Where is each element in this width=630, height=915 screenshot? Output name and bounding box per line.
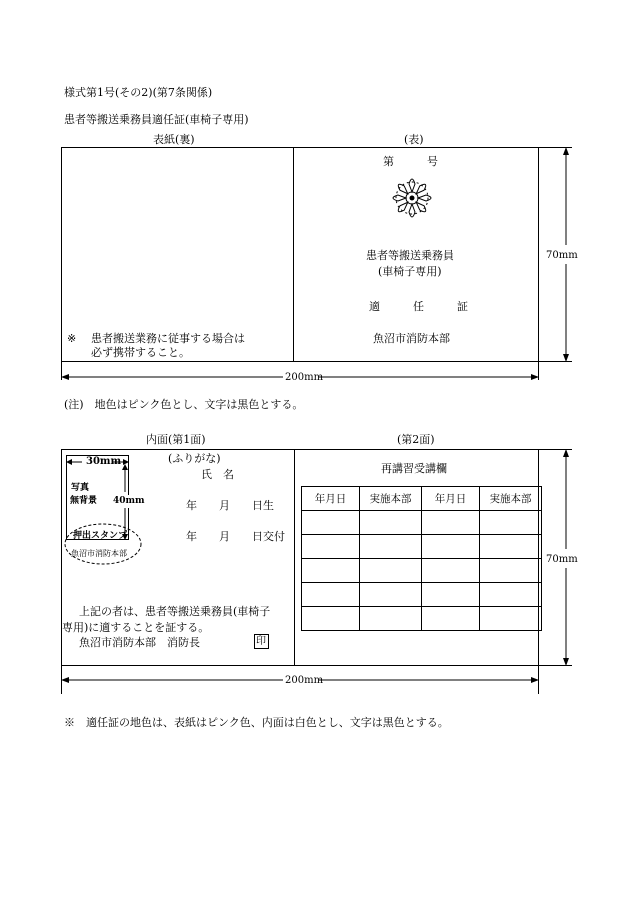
table-cell[interactable] [422, 583, 480, 607]
card-issuer: 魚沼市消防本部 [373, 332, 450, 345]
photo-line1: 写真 [71, 483, 90, 493]
form-number: 様式第1号(その2)(第7条関係) [64, 86, 213, 99]
birth-date-label: 年 月 日生 [186, 499, 274, 512]
cert-line2: 専用)に適することを証する。 [62, 621, 210, 634]
table-header-cell: 実施本部 [360, 487, 422, 511]
table-row [302, 583, 542, 607]
table-cell[interactable] [302, 583, 360, 607]
table-cell[interactable] [302, 607, 360, 631]
table-row [302, 559, 542, 583]
press-stamp-label: 押出スタンプ [73, 531, 128, 541]
photo-height-label: 40mm [113, 496, 145, 506]
inner-first-label: 内面(第1面) [146, 433, 206, 446]
card-word: 適 任 証 [369, 300, 468, 313]
table-cell[interactable] [480, 511, 542, 535]
table-title: 再講習受講欄 [381, 462, 447, 475]
photo-line2: 無背景 [70, 496, 98, 506]
table-cell[interactable] [422, 535, 480, 559]
cover-width-label: 200mm [285, 372, 324, 383]
cover-divider [293, 147, 294, 362]
inner-second-label: (第2面) [397, 433, 435, 446]
note-mark: ※ [67, 332, 77, 345]
fire-department-emblem-icon [386, 172, 438, 224]
table-row [302, 607, 542, 631]
table-cell[interactable] [480, 583, 542, 607]
cover-height-label: 70mm [546, 250, 578, 261]
table-cell[interactable] [360, 607, 422, 631]
note-cover-color: (注) 地色はピンク色とし、文字は黒色とする。 [64, 398, 304, 411]
press-stamp-issuer: 魚沼市消防本部 [71, 549, 127, 558]
note-card-color: ※ 適任証の地色は、表紙はピンク色、内面は白色とし、文字は黒色とする。 [64, 716, 449, 729]
inner-width-label: 200mm [285, 675, 324, 686]
table-cell[interactable] [480, 607, 542, 631]
cert-line1: 上記の者は、患者等搬送乗務員(車椅子 [79, 605, 271, 618]
table-cell[interactable] [422, 559, 480, 583]
table-cell[interactable] [480, 559, 542, 583]
card-number: 第 号 [383, 155, 438, 168]
card-title: 患者等搬送乗務員 [366, 249, 454, 262]
furigana-label: (ふりがな) [168, 452, 221, 465]
seal-label: 印 [256, 636, 266, 647]
table-cell[interactable] [480, 535, 542, 559]
table-cell[interactable] [302, 535, 360, 559]
table-cell[interactable] [360, 559, 422, 583]
cover-card [61, 147, 539, 362]
table-cell[interactable] [360, 511, 422, 535]
press-stamp-outline [63, 520, 145, 568]
table-cell[interactable] [302, 559, 360, 583]
table-header-cell: 年月日 [302, 487, 360, 511]
retraining-table [301, 486, 542, 631]
table-cell[interactable] [422, 511, 480, 535]
cert-line3: 魚沼市消防本部 消防長 [79, 636, 200, 649]
cover-note-line2: 必ず携帯すること。 [91, 346, 190, 359]
issue-date-label: 年 月 日交付 [186, 530, 285, 543]
table-header-cell: 実施本部 [480, 487, 542, 511]
table-cell[interactable] [360, 535, 422, 559]
table-row [302, 511, 542, 535]
inner-divider [294, 449, 295, 666]
table-header-cell: 年月日 [422, 487, 480, 511]
table-cell[interactable] [422, 607, 480, 631]
form-title: 患者等搬送乗務員適任証(車椅子専用) [64, 113, 249, 126]
card-subtitle: (車椅子専用) [378, 265, 442, 278]
cover-note-line1: 患者搬送業務に従事する場合は [91, 332, 245, 345]
table-header-row [302, 487, 542, 511]
name-label: 氏 名 [201, 468, 234, 481]
cover-front-label: (表) [404, 133, 424, 146]
cover-back-label: 表紙(裏) [153, 133, 195, 146]
table-cell[interactable] [302, 511, 360, 535]
photo-width-label: 30mm [86, 456, 122, 467]
inner-height-label: 70mm [546, 554, 578, 565]
table-cell[interactable] [360, 583, 422, 607]
table-row [302, 535, 542, 559]
